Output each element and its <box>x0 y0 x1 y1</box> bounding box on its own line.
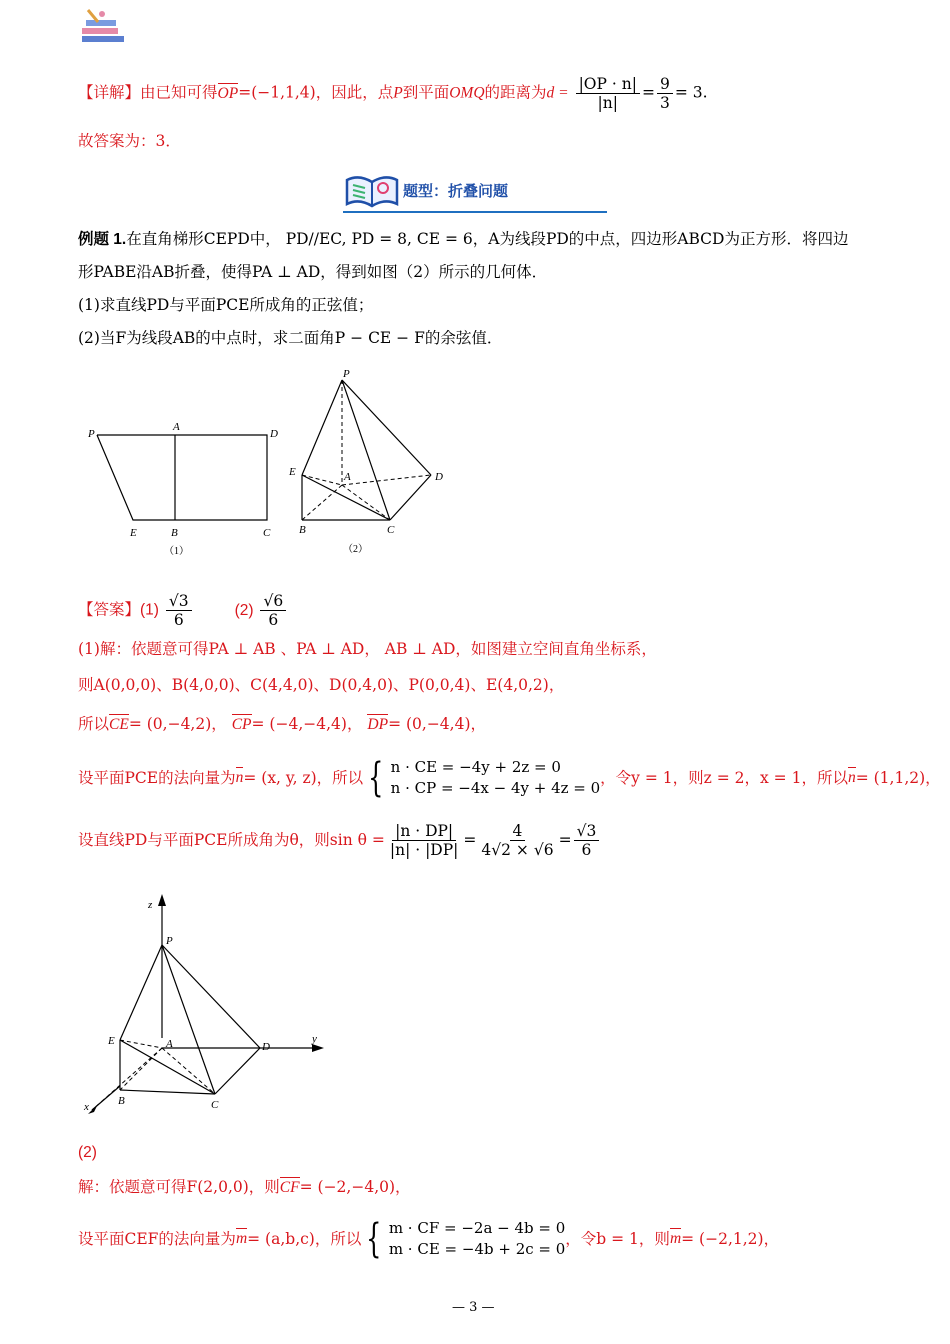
section-divider <box>343 211 607 213</box>
detail-line: 【详解】由已知可得OP=(−1,1,4)，因此，点P到平面OMQ的距离为d = $\frac{|OP \cdot n|}{|n|}$ = $\frac{9}{3}$ = 3. <box>78 75 708 112</box>
example-line-1: 例题 1.在直角梯形CEPD中， PD//EC, PD = 8, CE = 6，A为线段PD的中点，四边形ABCD为正方形．将四边 <box>78 230 849 248</box>
fig3-label-C: C <box>211 1099 219 1111</box>
section-header <box>343 170 607 216</box>
fig2-label-E: E <box>289 466 296 478</box>
fig3-label-E: E <box>108 1035 115 1047</box>
fig2-label-P: P <box>343 368 350 380</box>
sol1-line-3: 所以CE= (0,−4,2)， CP= (−4,−4,4)， DP= (0,−4,4)， <box>78 715 486 733</box>
fig1-label-A: A <box>173 421 180 433</box>
books-icon <box>78 8 130 50</box>
fig2-caption: （2） <box>343 544 368 555</box>
example-line-2: 形PABE沿AB折叠，使得PA ⊥ AD，得到如图（2）所示的几何体． <box>78 263 548 281</box>
fig3-label-B: B <box>118 1095 125 1107</box>
fig2-label-B: B <box>299 524 306 536</box>
question-2: (2)当F为线段AB的中点时，求二面角P − CE − F的余弦值． <box>78 329 503 347</box>
fig3-label-z: z <box>148 899 153 911</box>
fig1-label-E: E <box>130 527 137 539</box>
sol2-label: (2) <box>78 1144 97 1161</box>
sol1-line-2: 则A(0,0,0)、B(4,0,0)、C(4,4,0)、D(0,4,0)、P(0,0,4)、E(4,0,2)， <box>78 676 565 694</box>
fig3-label-x: x <box>84 1101 89 1113</box>
fig3-label-y: y <box>312 1033 317 1045</box>
fig3-label-D: D <box>262 1041 270 1053</box>
fig2-label-C: C <box>387 524 395 536</box>
fig2-label-D: D <box>435 471 443 483</box>
figure-1-trapezoid <box>80 415 290 565</box>
open-book-icon <box>343 170 401 210</box>
fig1-label-D: D <box>270 428 278 440</box>
sol1-line-1: (1)解：依题意可得PA ⊥ AB 、PA ⊥ AD， AB ⊥ AD，如图建立空间直角坐标系， <box>78 640 657 658</box>
sol1-line-4: 设平面PCE的法向量为 n = (x, y, z)，所以 { n · CE = −4y + 2z = 0 n · CP = −4x − 4y + 4z = 0 ，令y = 1，则z = 2，x = 1，所以 n = (1,1,2)， <box>78 755 941 801</box>
page-number: — 3 — <box>452 1300 495 1315</box>
fig1-label-C: C <box>263 527 271 539</box>
fig3-label-P: P <box>166 935 173 947</box>
answer-line: 故答案为：3． <box>78 132 181 150</box>
fig3-label-A: A <box>166 1038 173 1050</box>
fig1-caption: （1） <box>164 546 189 557</box>
answer-summary: 【答案】(1) $\frac{√3}{6}$ (2) $\frac{√6}{6}$ <box>78 592 288 628</box>
fig1-label-P: P <box>88 428 95 440</box>
figure-3-coordinate-solid <box>80 890 330 1120</box>
fig1-label-B: B <box>171 527 178 539</box>
section-title: 题型：折叠问题 <box>403 183 509 200</box>
sol2-line-2: 设平面CEF的法向量为 m = (a,b,c)，所以 { m · CF = −2a − 4b = 0 m · CE = −4b + 2c = 0 ，令b = 1，则 m = (−2,1,2)， <box>78 1216 780 1262</box>
figure-2-solid <box>285 365 455 560</box>
sol1-line-5: 设直线PD与平面PCE所成角为θ，则sin θ = $\frac{|n \cdot DP|}{|n| \cdot |DP|}$ = $\frac{4}{4√2 \times √6}$ = $\frac{√3}{6}$ <box>78 818 601 862</box>
fig2-label-A: A <box>344 471 351 483</box>
question-1: (1)求直线PD与平面PCE所成角的正弦值； <box>78 296 374 314</box>
sol2-line-1: 解：依题意可得F(2,0,0)，则CF= (−2,−4,0)， <box>78 1178 411 1196</box>
